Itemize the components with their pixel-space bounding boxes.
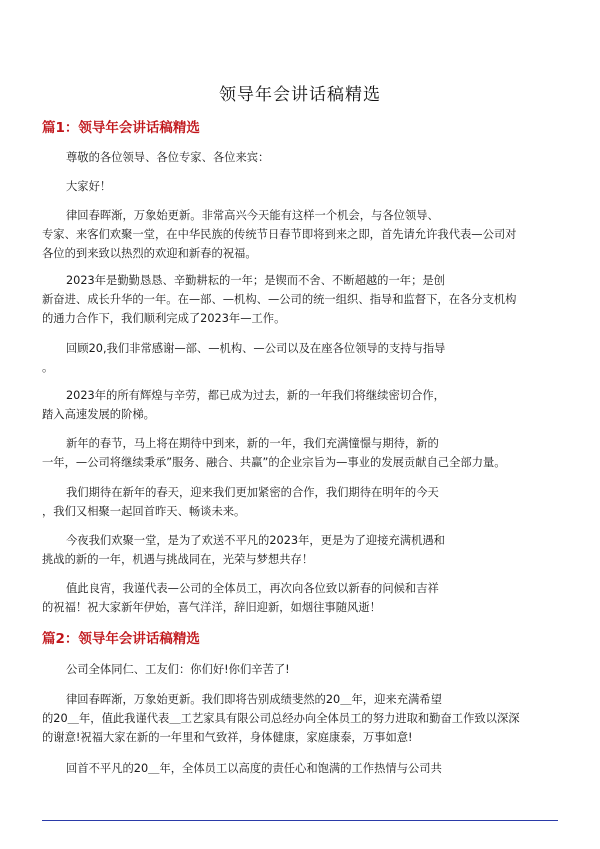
section-heading-1: 篇1：领导年会讲话稿精选 xyxy=(42,120,200,136)
paragraph xyxy=(42,483,562,521)
section-heading-2: 篇2：领导年会讲话稿精选 xyxy=(42,631,200,647)
paragraph xyxy=(42,531,562,569)
text-line: 一年，—公司将继续秉承”服务、融合、共赢”的企业宗旨为—事业的发展贡献自己全部力量。 xyxy=(42,456,506,469)
text-line: 2023年的所有辉煌与辛劳，都已成为过去，新的一年我们将继续密切合作， xyxy=(66,389,445,402)
paragraph xyxy=(42,434,562,472)
text-line: 。 xyxy=(42,361,54,374)
text-line: 的祝福！祝大家新年伊始，喜气洋洋，辞旧迎新，如烟往事随风逝！ xyxy=(42,601,381,614)
paragraph xyxy=(42,759,562,778)
text-line: 2023年是勤勤恳恳、辛勤耕耘的一年；是锲而不舍、不断超越的一年；是创 xyxy=(66,274,445,287)
text-line: ，我们又相聚一起回首昨天、畅谈未来。 xyxy=(42,505,246,518)
text-line: 专家、来客们欢聚一堂，在中华民族的传统节日春节即将到来之即，首先请允许我代表—公司对 xyxy=(42,228,517,241)
text-line: 今夜我们欢聚一堂，是为了欢送不平凡的2023年，更是为了迎接充满机遇和 xyxy=(66,534,445,547)
text-line: 回首不平凡的20＿年，全体员工以高度的责任心和饱满的工作热情与公司共 xyxy=(66,762,442,775)
text-line: 律回春晖渐，万象始更新。非常高兴今天能有这样一个机会，与各位领导、 xyxy=(66,209,439,222)
paragraph-greeting xyxy=(42,177,562,196)
text-line: 的20＿年，值此我谨代表＿工艺家具有限公司总经办向全体员工的努力进取和勤奋工作致以深深 xyxy=(42,712,520,725)
text-line: 我们期待在新年的春天，迎来我们更加紧密的合作，我们期待在明年的今天 xyxy=(66,486,439,499)
page-bottom-divider xyxy=(42,820,558,821)
text-line: 的谢意!祝福大家在新的一年里和气致祥，身体健康，家庭康泰，万事如意! xyxy=(42,731,413,744)
paragraph xyxy=(42,579,562,617)
text-line: 值此良宵，我谨代表—公司的全体员工，再次向各位致以新春的问候和吉祥 xyxy=(66,582,439,595)
text-line: 挑战的新的一年，机遇与挑战同在，光荣与梦想共存！ xyxy=(42,553,314,566)
paragraph xyxy=(42,386,562,424)
text-line: 踏入高速发展的阶梯。 xyxy=(42,408,155,421)
text-line: 尊敬的各位领导、各位专家、各位来宾： xyxy=(66,151,270,164)
text-line: 新奋进、成长升华的一年。在—部、—机构、—公司的统一组织、指导和监督下，在各分支机构 xyxy=(42,293,517,306)
paragraph xyxy=(42,206,562,263)
paragraph xyxy=(42,271,562,328)
text-line: 新年的春节，马上将在期待中到来，新的一年，我们充满憧憬与期待，新的 xyxy=(66,437,439,450)
text-line: 各位的到来致以热烈的欢迎和新春的祝福。 xyxy=(42,247,257,260)
paragraph-salutation xyxy=(42,660,562,679)
text-line: 大家好！ xyxy=(66,180,112,193)
text-line: 公司全体同仁、工友们：你们好!你们辛苦了! xyxy=(66,663,290,676)
text-line: 的通力合作下，我们顺利完成了2023年—工作。 xyxy=(42,312,286,325)
paragraph-salutation xyxy=(42,148,562,167)
document-title: 领导年会讲话稿精选 xyxy=(219,85,381,105)
text-line: 律回春晖渐，万象始更新。我们即将告别成绩斐然的20＿年，迎来充满希望 xyxy=(66,693,442,706)
text-line: 回顾20,我们非常感谢—部、—机构、—公司以及在座各位领导的支持与指导 xyxy=(66,342,446,355)
paragraph xyxy=(42,690,562,747)
paragraph xyxy=(42,339,562,377)
